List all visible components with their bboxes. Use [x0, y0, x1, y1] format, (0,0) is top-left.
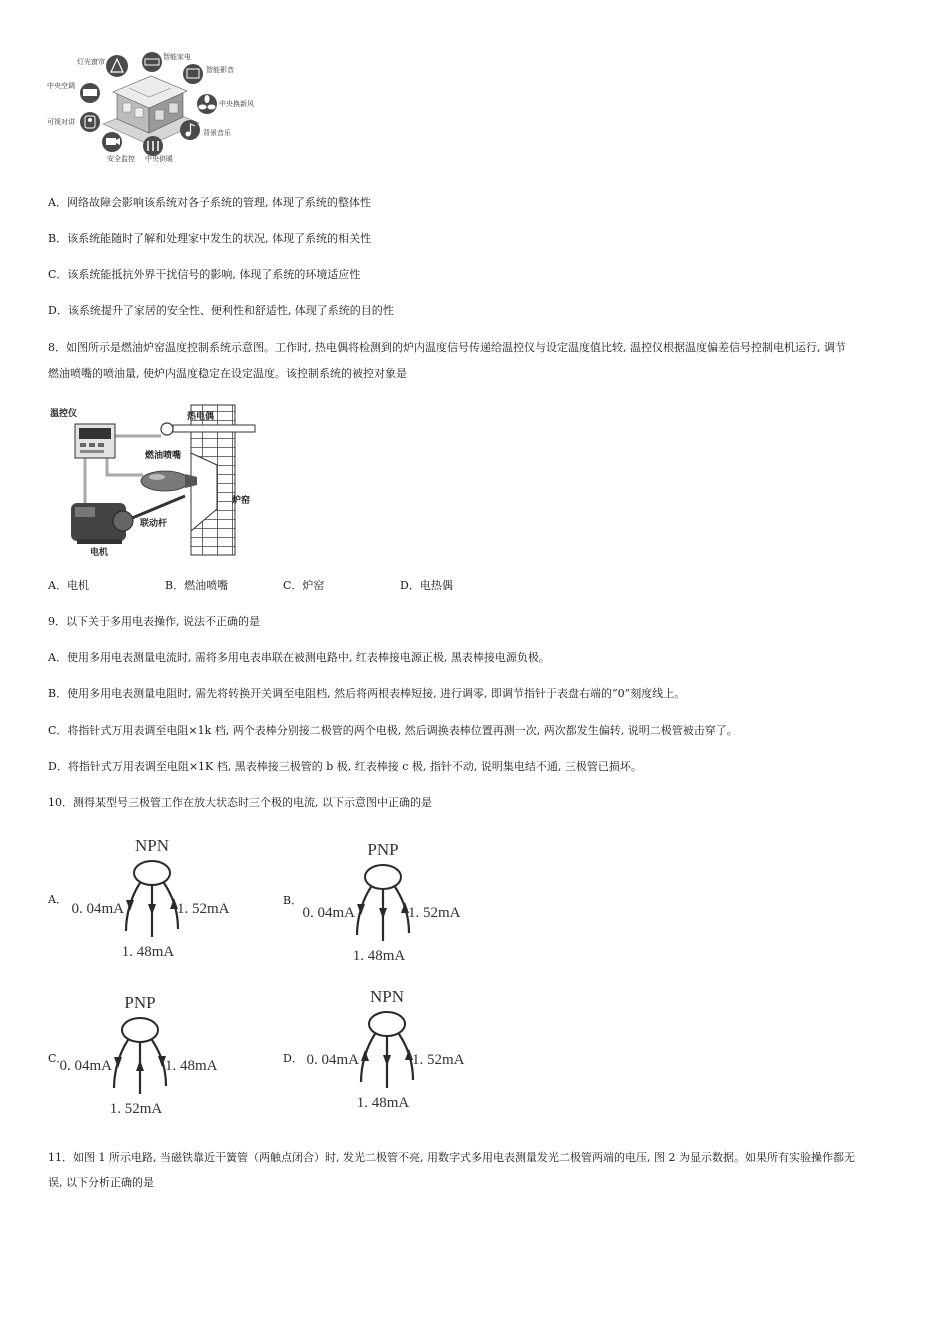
q8-option-c: C．炉窑	[283, 579, 325, 592]
arrow-down-icon	[379, 908, 387, 919]
bottom-current-label: 1. 48mA	[356, 1095, 410, 1111]
lighting-curtain-icon	[106, 55, 128, 77]
left-lead	[357, 887, 371, 935]
q10-stem: 10．测得某型号三极管工作在放大状态时三个极的电流, 以下示意图中正确的是	[48, 796, 432, 809]
q7-option-d: D．该系统提升了家居的安全性、便利性和舒适性, 体现了系统的目的性	[48, 304, 394, 317]
q9-option-d: D．将指针式万用表调至电阻×1K 档, 黑表棒接三极管的 b 极, 红表棒接 c 极, 指针不动, 说明集电结不通, 三极管已损坏。	[48, 760, 642, 773]
background-music-label: 背景音乐	[203, 129, 231, 137]
right-lead	[152, 1040, 166, 1086]
lighting-curtain-label: 灯光窗帘	[77, 58, 105, 66]
security-monitor-label: 安全监控	[107, 155, 135, 163]
right-current-label: 1. 48mA	[165, 1058, 218, 1074]
right-current-label: 1. 52mA	[177, 901, 230, 917]
arrow-down-icon	[126, 900, 134, 911]
furnace-label: 炉窑	[232, 496, 251, 506]
arrow-up-icon	[361, 1050, 369, 1061]
q8-stem-line2: 燃油喷嘴的喷油量, 使炉内温度稳定在设定温度。该控制系统的被控对象是	[48, 367, 407, 380]
left-current-label: 0. 04mA	[302, 905, 355, 921]
smart-appliance-icon	[142, 52, 162, 72]
arrow-down-icon	[383, 1055, 391, 1066]
central-ac-label: 中央空调	[47, 82, 75, 90]
rod-label: 联动杆	[140, 519, 168, 529]
thermocouple-label: 热电偶	[187, 412, 215, 422]
q8-stem-line1: 8．如图所示是燃油炉窑温度控制系统示意图。工作时, 热电偶将检测到的炉内温度信号传递给温控仪与设定温度值比较, 温控仪根据温度偏差信号控制电机运行, 调节	[48, 341, 846, 354]
bottom-current-label: 1. 52mA	[109, 1101, 163, 1117]
central-fresh-air-icon	[197, 94, 217, 114]
security-monitor-icon	[102, 132, 122, 152]
transistor-type-label: PNP	[367, 840, 399, 859]
q10-choice-c-diagram	[48, 990, 228, 1125]
q10-choice-c-letter: C．	[48, 1052, 68, 1065]
q10-choice-b-letter: B．	[283, 894, 303, 907]
arrow-up-icon	[136, 1060, 144, 1071]
q8-option-d: D．电热偶	[400, 579, 453, 592]
nozzle-label: 燃油喷嘴	[145, 451, 182, 461]
motor	[71, 503, 133, 544]
q7-option-a: A．网络故障会影响该系统对各子系统的管理, 体现了系统的整体性	[48, 196, 371, 209]
left-lead	[114, 1040, 128, 1088]
central-fresh-air-label: 中央换新风	[219, 100, 254, 108]
linkage-rod	[125, 496, 185, 521]
transistor-type-label: PNP	[124, 993, 156, 1012]
q9-option-a: A．使用多用电表测量电流时, 需将多用电表串联在被测电路中, 红表棒接电源正极, 黑表棒接电源负极。	[48, 651, 550, 664]
transistor-type-label: NPN	[134, 836, 170, 855]
left-current-label: 0. 04mA	[59, 1058, 112, 1074]
central-heating-label: 中央供暖	[145, 155, 173, 163]
smart-home-figure	[45, 48, 260, 166]
smart-av-label: 智能影音	[206, 66, 234, 74]
background-music-icon	[180, 120, 200, 140]
q9-option-c: C．将指针式万用表调至电阻×1k 档, 两个表棒分别接二极管的两个电极, 然后调换表棒位置再测一次, 两次都发生偏转, 说明二极管被击穿了。	[48, 724, 738, 737]
q8-option-b: B．燃油喷嘴	[165, 579, 229, 592]
q7-option-b: B．该系统能随时了解和处理家中发生的状况, 体现了系统的相关性	[48, 232, 372, 245]
video-intercom-icon	[80, 112, 100, 132]
transistor-body	[134, 861, 170, 885]
q10-choice-a-letter: A．	[48, 893, 67, 906]
q9-option-b: B．使用多用电表测量电阻时, 需先将转换开关调至电阻档, 然后将两根表棒短接, 进行调零, 即调节指针于表盘右端的“0”刻度线上。	[48, 687, 686, 700]
left-current-label: 0. 04mA	[71, 901, 124, 917]
right-current-label: 1. 52mA	[408, 905, 461, 921]
motor-label: 电机	[90, 548, 109, 558]
arrow-down-icon	[148, 904, 156, 915]
right-current-label: 1. 52mA	[412, 1052, 465, 1068]
transistor-type-label: NPN	[369, 987, 405, 1006]
transistor-body	[365, 865, 401, 889]
oil-nozzle	[141, 471, 197, 491]
left-current-label: 0. 04mA	[306, 1052, 359, 1068]
q9-stem: 9．以下关于多用电表操作, 说法不正确的是	[48, 615, 260, 628]
furnace-control-figure	[45, 403, 260, 560]
q8-option-a: A．电机	[48, 579, 89, 592]
arrow-down-icon	[114, 1057, 122, 1068]
central-heating-icon	[143, 136, 163, 156]
temperature-controller	[75, 424, 115, 458]
q11-stem-line1: 11．如图 1 所示电路, 当磁铁靠近干簧管（两触点闭合）时, 发光二极管不亮, 用数字式多用电表测量发光二极管两端的电压, 图 2 为显示数据。如果所有实验操作都无	[48, 1151, 855, 1164]
left-lead	[126, 883, 140, 931]
q7-option-c: C．该系统能抵抗外界干扰信号的影响, 体现了系统的环境适应性	[48, 268, 361, 281]
smart-appliance-label: 智能家电	[163, 53, 191, 61]
arrow-down-icon	[357, 904, 365, 915]
controller-label: 温控仪	[50, 409, 78, 419]
q11-stem-line2: 误, 以下分析正确的是	[48, 1176, 154, 1189]
bottom-current-label: 1. 48mA	[352, 948, 406, 964]
q10-choice-a-diagram	[60, 833, 240, 968]
transistor-body	[122, 1018, 158, 1042]
smart-av-icon	[183, 64, 203, 84]
q10-choice-d-diagram	[295, 984, 475, 1119]
bottom-current-label: 1. 48mA	[121, 944, 175, 960]
transistor-body	[369, 1012, 405, 1036]
q10-choice-d-letter: D．	[283, 1052, 303, 1065]
central-ac-icon	[80, 83, 100, 103]
q10-choice-b-diagram	[291, 837, 471, 972]
video-intercom-label: 可视对讲	[47, 118, 75, 126]
